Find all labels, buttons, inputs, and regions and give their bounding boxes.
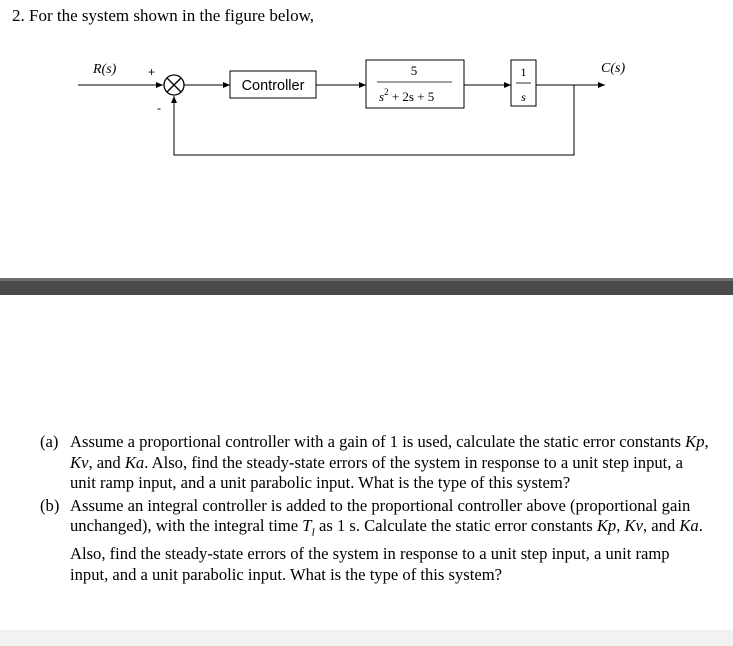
summing-junction [164, 75, 184, 95]
minus-sign: - [157, 101, 161, 115]
part-a-label: (a) [40, 432, 59, 451]
integrator-denominator: s [521, 90, 526, 104]
bottom-strip [0, 630, 733, 646]
part-a-text: Assume a proportional controller with a gain of 1 is used, calculate the static error constants Kp, Kv, and Ka. Also, find the steady-state errors of the system in response to a unit step input, a unit ramp input, and a unit parabolic input. What is the type of this system? [70, 432, 709, 493]
screen-divider-highlight [0, 278, 733, 281]
output-label: C(s) [601, 61, 626, 76]
block-diagram [0, 0, 733, 170]
question-header: 2. For the system shown in the figure below, [12, 6, 315, 25]
question-parts [40, 432, 720, 587]
part-a [40, 432, 720, 494]
controller-label: Controller [241, 78, 305, 94]
input-label: R(s) [93, 62, 117, 77]
plant-denominator: $s^2 + 2s + 5$ [379, 87, 435, 104]
part-b-text: Assume an integral controller is added to the proportional controller above (proportional gain unchanged), with the integral time $T_I$ as 1 s. Calculate the static error constants Kp, Kv, and Ka. Also, find the steady-state errors of the system in response to a unit step input, a unit ramp input, and a unit parabolic input. What is the type of this system? [70, 495, 703, 584]
plus-sign: + [148, 65, 156, 79]
part-b [40, 496, 720, 586]
part-b-label: (b) [40, 495, 60, 515]
integrator-numerator: 1 [520, 65, 527, 79]
plant-numerator: 5 [410, 63, 418, 78]
